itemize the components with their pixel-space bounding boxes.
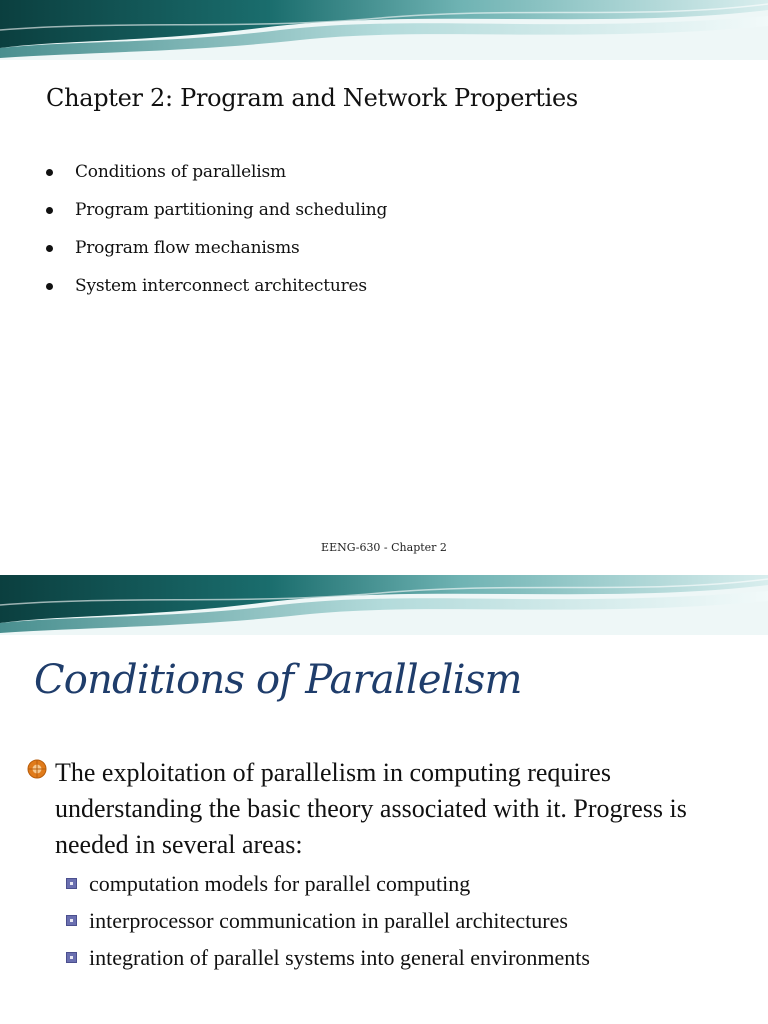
list-item — [46, 234, 387, 272]
list-item — [46, 196, 387, 234]
purple-square-bullet-icon — [66, 952, 77, 963]
bullet-list — [46, 158, 387, 310]
list-item-text: integration of parallel systems into general environments — [89, 945, 590, 970]
list-item — [66, 868, 590, 905]
list-item-text: Program flow mechanisms — [75, 238, 300, 258]
slide-title: Conditions of Parallelism — [34, 657, 522, 703]
orange-circle-bullet-icon — [27, 759, 47, 779]
list-item-text: interprocessor communication in parallel architectures — [89, 908, 568, 933]
list-item — [66, 942, 590, 979]
slide-title: Chapter 2: Program and Network Properties — [46, 84, 578, 112]
sub-bullet-list — [66, 868, 590, 979]
list-item-text: System interconnect architectures — [75, 276, 367, 296]
slide-footer: EENG-630 - Chapter 2 — [321, 541, 447, 554]
purple-square-bullet-icon — [66, 878, 77, 889]
bullet-dot-icon — [46, 207, 53, 214]
bullet-dot-icon — [46, 283, 53, 290]
main-paragraph: The exploitation of parallelism in computing requires understanding the basic theory associated with it. Progress is needed in several areas: — [55, 758, 687, 859]
list-item-text: Conditions of parallelism — [75, 162, 286, 182]
list-item-text: computation models for parallel computing — [89, 871, 471, 896]
header-banner — [0, 0, 768, 60]
slide-2 — [0, 575, 768, 1024]
bullet-dot-icon — [46, 245, 53, 252]
list-item — [46, 158, 387, 196]
list-item — [46, 272, 387, 310]
list-item-text: Program partitioning and scheduling — [75, 200, 388, 220]
header-banner — [0, 575, 768, 635]
bullet-dot-icon — [46, 169, 53, 176]
purple-square-bullet-icon — [66, 915, 77, 926]
list-item — [66, 905, 590, 942]
